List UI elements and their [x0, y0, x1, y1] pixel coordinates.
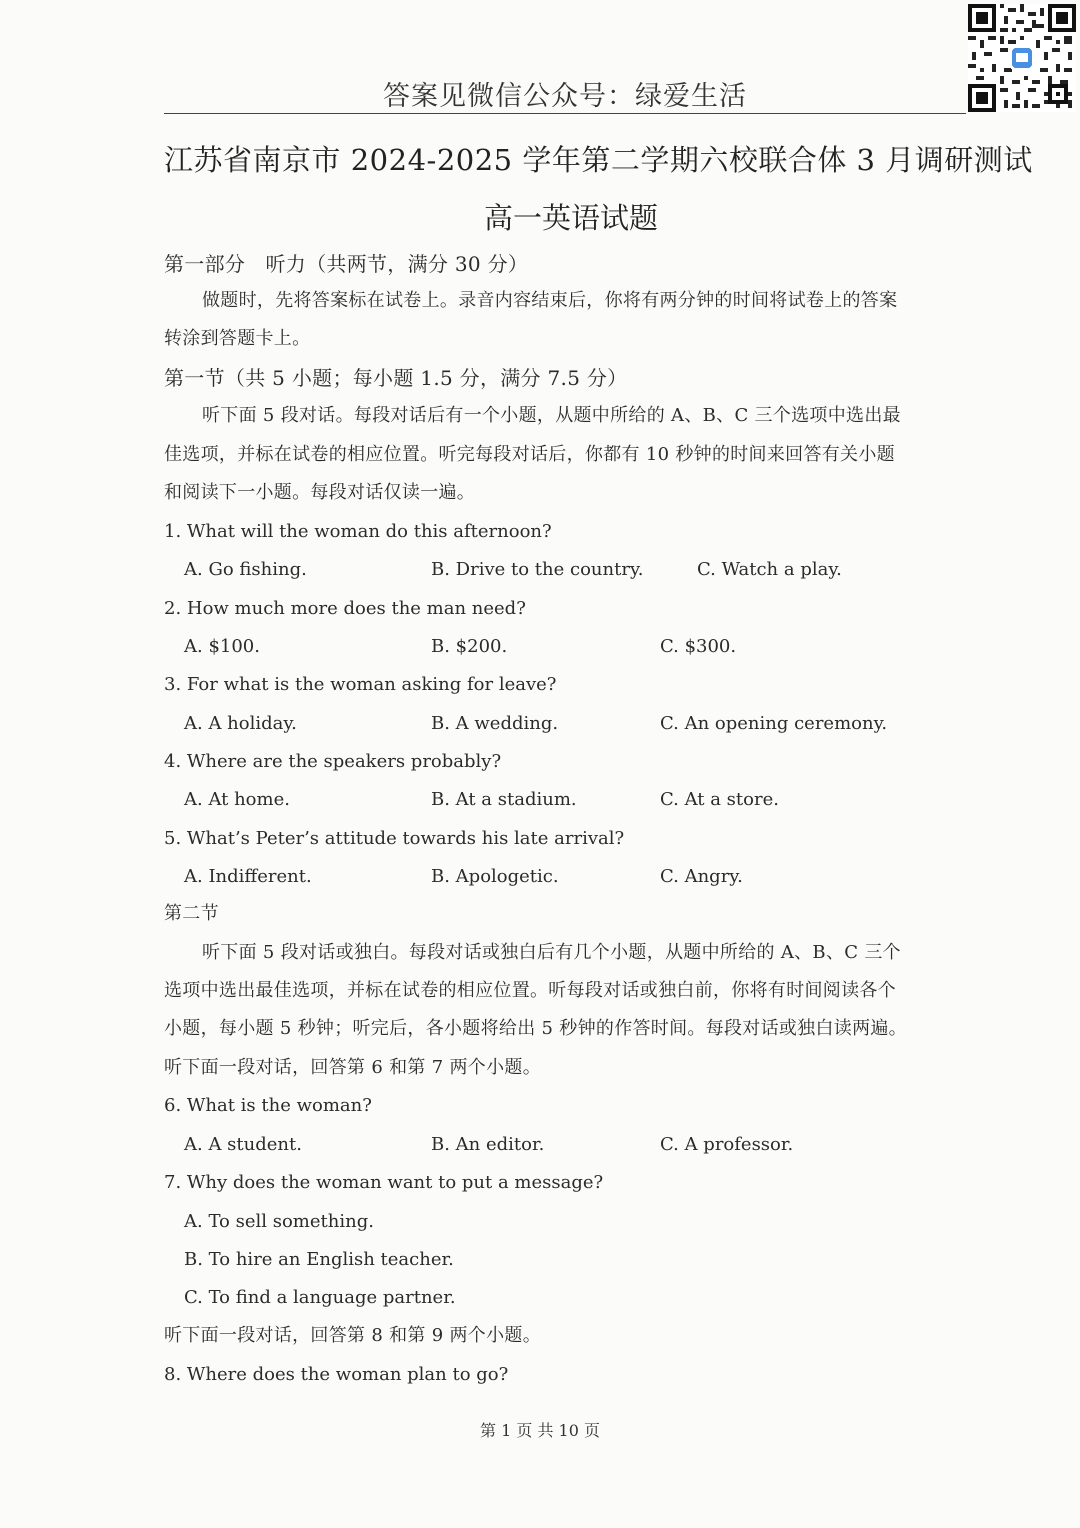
- page-number: 第 1 页 共 10 页: [480, 1421, 600, 1440]
- option-b: B. A wedding.: [431, 713, 559, 734]
- section2-heading: 第二节: [164, 903, 219, 924]
- dialog-instruction: 听下面一段对话，回答第 6 和第 7 两个小题。: [164, 1057, 541, 1078]
- option-a: A. At home.: [184, 789, 290, 810]
- option-c: C. Watch a play.: [697, 559, 842, 580]
- option-b: B. An editor.: [431, 1134, 545, 1155]
- option-b: B. At a stadium.: [431, 789, 577, 810]
- section2-intro: 听下面 5 段对话或独白。每段对话或独白后有几个小题，从题中所给的 A、B、C 三个: [202, 942, 901, 963]
- question-7: 7. Why does the woman want to put a message?: [164, 1172, 604, 1193]
- section1-intro: 佳选项，并标在试卷的相应位置。听完每段对话后，你都有 10 秒钟的时间来回答有关小题: [164, 444, 895, 465]
- question-4: 4. Where are the speakers probably?: [164, 751, 502, 772]
- dialog-instruction: 听下面一段对话，回答第 8 和第 9 两个小题。: [164, 1325, 541, 1346]
- section2-intro: 选项中选出最佳选项，并标在试卷的相应位置。听每段对话或独白前，你将有时间阅读各个: [164, 980, 896, 1001]
- question-6: 6. What is the woman?: [164, 1095, 372, 1116]
- question-1: 1. What will the woman do this afternoon?: [164, 521, 552, 542]
- option-a: A. $100.: [184, 636, 260, 657]
- part1-intro: 转涂到答题卡上。: [164, 328, 311, 349]
- option-b: B. $200.: [431, 636, 508, 657]
- section1-heading: 第一节（共 5 小题；每小题 1.5 分，满分 7.5 分）: [164, 366, 628, 390]
- exam-subtitle: 高一英语试题: [483, 201, 658, 235]
- option-c: C. $300.: [660, 636, 737, 657]
- option-c: C. An opening ceremony.: [660, 713, 888, 734]
- section1-intro: 和阅读下一小题。每段对话仅读一遍。: [164, 482, 476, 503]
- section2-intro: 小题，每小题 5 秒钟；听完后，各小题将给出 5 秒钟的作答时间。每段对话或独白读两遍。: [164, 1018, 907, 1039]
- question-5: 5. What’s Peter’s attitude towards his late arrival?: [164, 828, 625, 849]
- part1-intro: 做题时，先将答案标在试卷上。录音内容结束后，你将有两分钟的时间将试卷上的答案: [202, 290, 898, 311]
- question-8: 8. Where does the woman plan to go?: [164, 1364, 509, 1385]
- option-c: C. To find a language partner.: [184, 1287, 456, 1308]
- qr-code-icon: [968, 4, 1076, 112]
- option-b: B. Drive to the country.: [431, 559, 644, 580]
- option-b: B. Apologetic.: [431, 866, 559, 887]
- option-c: C. At a store.: [660, 789, 779, 810]
- header-note: 答案见微信公众号：绿爱生活: [383, 81, 747, 112]
- question-3: 3. For what is the woman asking for leave?: [164, 674, 557, 695]
- exam-title: 江苏省南京市 2024-2025 学年第二学期六校联合体 3 月调研测试: [164, 143, 1033, 177]
- section1-intro: 听下面 5 段对话。每段对话后有一个小题，从题中所给的 A、B、C 三个选项中选出最: [202, 405, 901, 426]
- option-a: A. Go fishing.: [184, 559, 307, 580]
- option-c: C. A professor.: [660, 1134, 794, 1155]
- option-c: C. Angry.: [660, 866, 743, 887]
- header-divider: [164, 113, 966, 114]
- question-2: 2. How much more does the man need?: [164, 598, 526, 619]
- option-a: A. A holiday.: [184, 713, 297, 734]
- option-a: A. Indifferent.: [184, 866, 312, 887]
- option-a: A. A student.: [184, 1134, 302, 1155]
- option-b: B. To hire an English teacher.: [184, 1249, 454, 1270]
- option-a: A. To sell something.: [184, 1211, 374, 1232]
- part1-heading: 第一部分 听力（共两节，满分 30 分）: [164, 252, 529, 276]
